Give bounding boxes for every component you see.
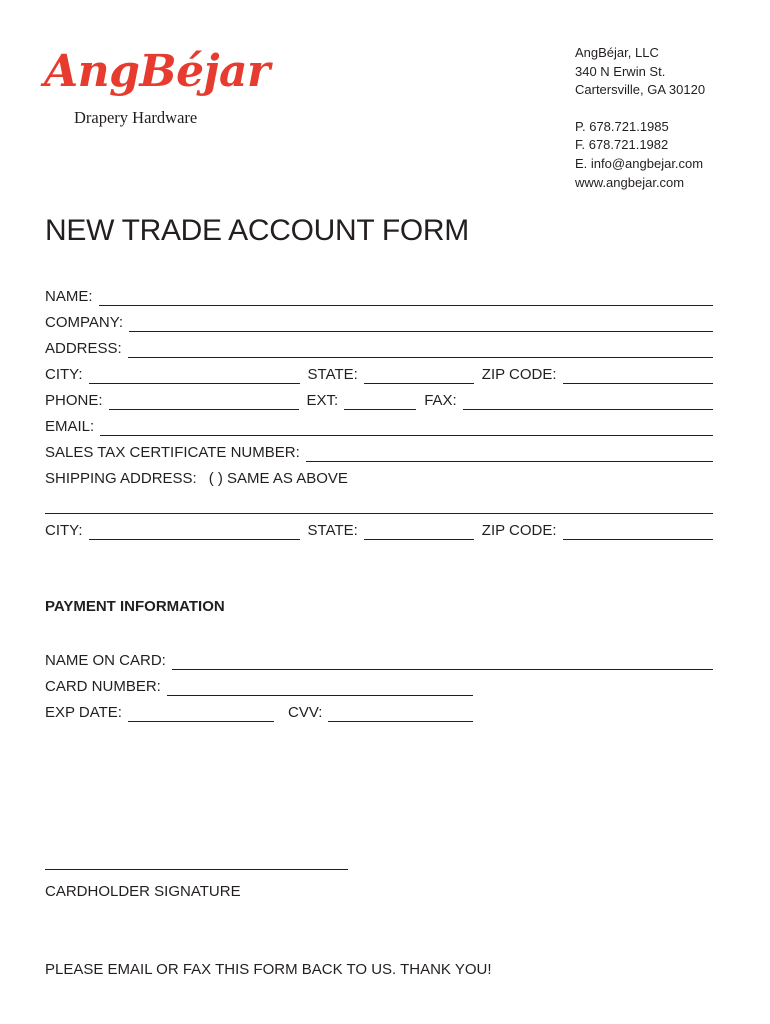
shipping-address-field[interactable]	[45, 495, 713, 514]
cvv-field[interactable]	[328, 703, 473, 722]
angbejar-logo	[44, 42, 270, 132]
shipping-state-field[interactable]	[364, 521, 474, 540]
shipping-zip-field[interactable]	[563, 521, 713, 540]
card-number-field[interactable]	[167, 677, 473, 696]
company-label: COMPANY:	[45, 314, 124, 331]
name-row	[45, 284, 713, 306]
exp-cvv-row	[45, 700, 473, 722]
card-number-row	[45, 674, 473, 696]
same-as-above-checkbox[interactable]: ( ) SAME AS ABOVE	[208, 470, 348, 487]
name-on-card-field[interactable]	[172, 651, 713, 670]
city-field[interactable]	[89, 365, 300, 384]
address-field[interactable]	[128, 339, 713, 358]
shipping-zip-label: ZIP CODE:	[481, 522, 557, 539]
logo-wordmark: AngBéjar	[44, 46, 270, 97]
contact-website: www.angbejar.com	[575, 174, 685, 190]
name-on-card-row	[45, 648, 713, 670]
phone-row	[45, 388, 713, 410]
ext-field[interactable]	[344, 391, 416, 410]
signature-field[interactable]	[45, 869, 348, 870]
state-label: STATE:	[307, 366, 358, 383]
exp-date-field[interactable]	[128, 703, 274, 722]
form-title: NEW TRADE ACCOUNT FORM	[45, 214, 469, 247]
company-row	[45, 310, 713, 332]
fax-label: FAX:	[424, 392, 457, 409]
phone-field[interactable]	[109, 391, 299, 410]
card-number-label: CARD NUMBER:	[45, 678, 161, 695]
cvv-label: CVV:	[287, 704, 323, 721]
contact-phone: P. 678.721.1985	[575, 118, 669, 134]
state-field[interactable]	[364, 365, 474, 384]
tax-cert-row	[45, 440, 713, 462]
tax-cert-label: SALES TAX CERTIFICATE NUMBER:	[45, 444, 300, 461]
shipping-label: SHIPPING ADDRESS:	[45, 470, 197, 487]
city-label: CITY:	[45, 366, 83, 383]
zip-label: ZIP CODE:	[481, 366, 557, 383]
signature-label: CARDHOLDER SIGNATURE	[45, 883, 241, 900]
email-field[interactable]	[100, 417, 713, 436]
email-label: EMAIL:	[45, 418, 95, 435]
contact-company: AngBéjar, LLC	[575, 45, 659, 60]
address-label: ADDRESS:	[45, 340, 122, 357]
ext-label: EXT:	[306, 392, 339, 409]
contact-block	[575, 44, 705, 192]
shipping-row	[45, 466, 713, 488]
payment-heading: PAYMENT INFORMATION	[45, 598, 225, 615]
footer-note: PLEASE EMAIL OR FAX THIS FORM BACK TO US. THANK YOU!	[45, 961, 492, 978]
shipping-address-row	[45, 492, 713, 514]
company-field[interactable]	[129, 313, 713, 332]
shipping-city-field[interactable]	[89, 521, 300, 540]
shipping-city-label: CITY:	[45, 522, 83, 539]
shipping-city-row	[45, 518, 713, 540]
phone-label: PHONE:	[45, 392, 103, 409]
contact-city: Cartersville, GA 30120	[575, 82, 706, 98]
shipping-state-label: STATE:	[307, 522, 358, 539]
name-field[interactable]	[99, 287, 713, 306]
contact-fax: F. 678.721.1982	[575, 137, 669, 153]
city-row	[45, 362, 713, 384]
address-row	[45, 336, 713, 358]
contact-email: E. info@angbejar.com	[575, 155, 704, 171]
logo-tagline: Drapery Hardware	[74, 108, 198, 127]
email-row	[45, 414, 713, 436]
fax-field[interactable]	[463, 391, 713, 410]
tax-cert-field[interactable]	[306, 443, 713, 462]
zip-field[interactable]	[563, 365, 713, 384]
exp-date-label: EXP DATE:	[45, 704, 122, 721]
contact-street: 340 N Erwin St.	[575, 63, 666, 79]
name-label: NAME:	[45, 288, 93, 305]
name-on-card-label: NAME ON CARD:	[45, 652, 166, 669]
